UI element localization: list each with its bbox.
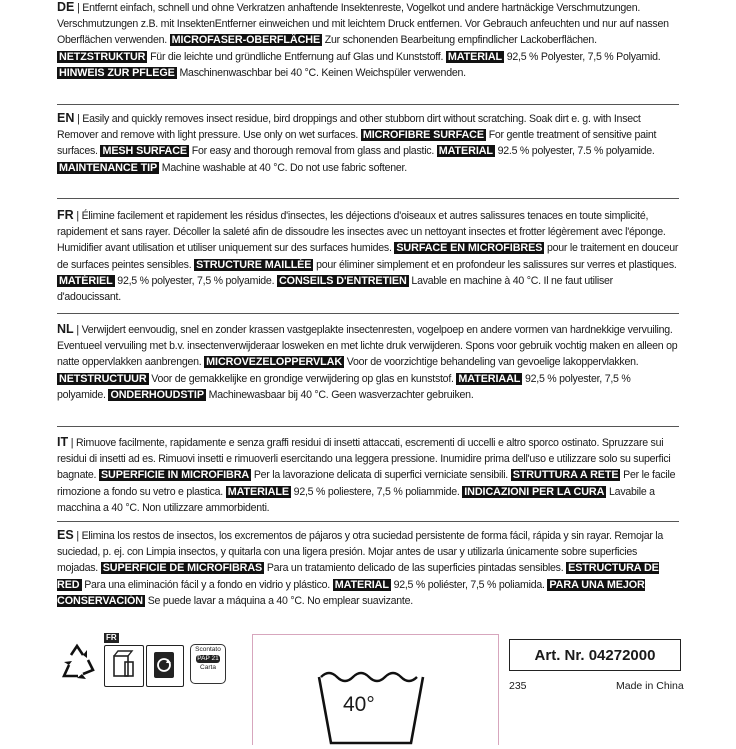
label-material: MATÉRIEL [59, 274, 113, 287]
label-microfibre: MICROVEZELOPPERVLAK [206, 356, 343, 369]
body-text: Para un tratamiento delicado de las superficies pintadas sensibles. [266, 562, 567, 575]
body-text: 92,5 % polyester, 7,5 % polyamide. [57, 372, 631, 401]
body-text: Se puede lavar a máquina a 40 °C. No emplear suavizante. [147, 594, 413, 607]
paper-recycling-icon [190, 644, 226, 684]
body-text: 92.5 % polyester, 7.5 % polyamide. [497, 145, 655, 158]
box-label-1: Scontato [195, 646, 221, 653]
label-care: MAINTENANCE TIP [59, 161, 158, 174]
section-en: EN | Easily and quickly removes insect residue, bird droppings and other stubborn dirt without scratching. Soak dirt e. g. with Insect Remover and remove with light pressure. Use only on wet surfaces. MICROFIBRE SURFACE For gentle treatment of sensitive paint surfaces. MESH SURFACE For easy and thorough removal from glass and plastic. MATERIAL 92.5 % polyester, 7.5 % polyamide. MAINTENANCE TIP Machine washable at 40 °C. Do not use fabric softener. [57, 111, 657, 174]
body-text: Voor de gemakkelijke en grondige verwijdering op glas en kunststof. [151, 372, 457, 385]
body-text: pour le traitement en douceur de surfaces peintes sensibles. [57, 242, 679, 271]
divider [57, 198, 679, 199]
body-text: Lavable en machine à 40 °C. Il ne faut utiliser d'adoucissant. [57, 274, 613, 304]
body-text: 92,5 % poliestere, 7,5 % poliammide. [293, 485, 463, 498]
label-mesh: NETSTRUCTUUR [59, 372, 147, 385]
body-text: Para una eliminación fácil y a fondo en vidrio y plástico. [84, 578, 333, 591]
label-microfibre: SUPERFICIE DE MICROFIBRAS [102, 562, 263, 575]
fr-label: FR [106, 633, 117, 642]
recycle-symbol-icon [58, 643, 98, 681]
body-text: Rimuove facilmente, rapidamente e senza graffi residui di insetti attaccati, escrementi di uccelli e altro sporco ostinato. Spruzzare sui residui di insetti ad es. Rimuovi insetti e rimuoverli esercitando una leggera pressione. Inumidire prima dell'uso e utilizzare solo su superfici bagnate. [57, 437, 671, 482]
language-code: FR [57, 208, 74, 222]
label-mesh: ESTRUCTURA DE RED [57, 562, 659, 591]
label-microfibre: MICROFASER-OBERFLÄCHE [171, 34, 321, 47]
label-care: INDICAZIONI PER LA CURA [464, 485, 605, 498]
label-care: HINWEIS ZUR PFLEGE [59, 66, 175, 79]
body-text: Maschinenwaschbar bei 40 °C. Keinen Weichspüler verwenden. [179, 66, 466, 79]
label-care: PARA UNA MEJOR CONSERVACIÓN [57, 578, 645, 607]
section-es: ES | Elimina los restos de insectos, los excrementos de pájaros y otra suciedad persistente de forma fácil, rápida y sin rayar. Remojar la suciedad, p. ej. con Limpia insectos, y quitarla con una ligera presión. Mojar antes de usar y utilizarla únicamente sobre superficies mojadas. SUPERFICIE DE MICROFIBRAS Para un tratamiento delicado de las superficies pintadas sensibles. ESTRUCTURA DE RED Para una eliminación fácil y a fondo en vidrio y plástico. MATERIAL 92,5 % poliéster, 7,5 % poliamida. PARA UNA MEJOR CONSERVACIÓN Se puede lavar a máquina a 40 °C. No emplear suavizante. [57, 528, 664, 607]
made-in-label: Made in China [616, 680, 684, 692]
label-microfibre: SUPERFICIE IN MICROFIBRA [100, 469, 250, 482]
label-material: MATERIALE [227, 485, 289, 498]
section-fr: FR | Élimine facilement et rapidement les résidus d'insectes, les déjections d'oiseaux et autres salissures tenaces en toute simplicité, rapidement et sans rayer. Décoller la saleté afin de dissoudre les insectes avec un nettoyant insectes et frotter légèrement avec l'éponge. Humidifier avant utilisation et utiliser uniquement sur des surfaces humides. SURFACE EN MICROFIBRES pour le traitement en douceur de surfaces peintes sensibles. STRUCTURE MAILLÉE pour éliminer simplement et en profondeur les salissures sur verres et plastiques. MATÉRIEL 92,5 % polyester, 7,5 % polyamide. CONSEILS D'ENTRETIEN Lavable en machine à 40 °C. Il ne faut utiliser d'adoucissant. [57, 208, 679, 304]
label-mesh: STRUTTURA A RETE [512, 469, 619, 482]
body-text: For gentle treatment of sensitive paint surfaces. [57, 129, 657, 158]
body-text: Entfernt einfach, schnell und ohne Verkratzen anhaftende Insektenreste, Vogelkot und andere hartnäckige Verschmutzungen. Verschmutzungen z.B. mit InsektenEntferner einweichen und mit leichtem Druck entfernen. Vor Gebrauch anfeuchten und nur auf nassen Oberflächen verwenden. [57, 2, 669, 47]
bin-frame [146, 645, 184, 687]
divider [57, 313, 679, 314]
body-text: Verwijdert eenvoudig, snel en zonder krassen vastgeplakte insectenresten, vogelpoep en andere vormen van hardnekkige vervuiling. Eventueel vervuiling met b.v. insectenverwijderaar losweken en met lichte druk verwijderen. Spons voor gebruik vochtig maken en alleen op natte oppervlakken aanbrengen. [57, 324, 678, 369]
body-text: 92,5 % polyester, 7,5 % polyamide. [117, 274, 277, 287]
divider [57, 521, 679, 522]
carton-icon [105, 646, 141, 684]
body-text: Elimina los restos de insectos, los excrementos de pájaros y otra suciedad persistente de forma fácil, rápida y sin rayar. Remojar la suciedad, p. ej. con Limpia insectos, y quitarla con una ligera presión. Mojar antes de usar y utilizarla únicamente sobre superficies mojadas. [57, 530, 664, 575]
label-material: MATERIAL [334, 578, 389, 591]
body-text: Machinewasbaar bij 40 °C. Geen wasverzachter gebruiken. [208, 388, 474, 401]
section-de: DE | Entfernt einfach, schnell und ohne Verkratzen anhaftende Insektenreste, Vogelkot und andere hartnäckige Verschmutzungen. Verschmutzungen z.B. mit InsektenEntferner einweichen und mit leichtem Druck entfernen. Vor Gebrauch anfeuchten und nur auf nassen Oberflächen verwenden. MICROFASER-OBERFLÄCHE Zur schonenden Bearbeitung empfindlicher Lackoberflächen. NETZSTRUKTUR Für die leichte und gründliche Entfernung auf Glas und Kunststoff. MATERIAL 92,5 % Polyester, 7,5 % Polyamid. HINWEIS ZUR PFLEGE Maschinenwaschbar bei 40 °C. Keinen Weichspüler verwenden. [57, 0, 669, 79]
divider [57, 426, 679, 427]
label-care: ONDERHOUDSTIP [110, 388, 204, 401]
label-material: MATERIAAL [458, 372, 521, 385]
wash-temp-label: 40° [343, 693, 375, 716]
language-code: EN [57, 111, 75, 125]
language-code: NL [57, 322, 74, 336]
language-code: ES [57, 528, 74, 542]
divider [57, 104, 679, 105]
body-text: 92,5 % Polyester, 7,5 % Polyamid. [506, 50, 661, 63]
body-text: For easy and thorough removal from glass and plastic. [191, 145, 437, 158]
language-code: IT [57, 435, 69, 449]
label-microfibre: MICROFIBRE SURFACE [362, 129, 484, 142]
body-text: Élimine facilement et rapidement les résidus d'insectes, les déjections d'oiseaux et autres salissures tenaces en toute simplicité, rapidement et sans rayer. Décoller la saleté afin de dissoudre les insectes avec un nettoyant insectes et frotter légèrement avec l'éponge. Humidifier avant utilisation et utiliser uniquement sur des surfaces humides. [57, 210, 666, 255]
label-material: MATERIAL [438, 145, 493, 158]
body-text: 92,5 % poliéster, 7,5 % poliamida. [393, 578, 548, 591]
language-code: DE [57, 0, 75, 14]
article-number-box [509, 639, 681, 671]
body-text: Für die leichte und gründliche Entfernung auf Glas und Kunststoff. [150, 50, 446, 63]
label-care: CONSEILS D'ENTRETIEN [278, 274, 407, 287]
body-text: Voor de voorzichtige behandeling van gevoelige lakoppervlakken. [346, 356, 639, 369]
section-nl: NL | Verwijdert eenvoudig, snel en zonder krassen vastgeplakte insectenresten, vogelpoep en andere vormen van hardnekkige vervuiling. Eventueel vervuiling met b.v. insectenverwijderaar losweken en met lichte druk verwijderen. Spons voor gebruik vochtig maken en alleen op natte oppervlakken aanbrengen. MICROVEZELOPPERVLAK Voor de voorzichtige behandeling van gevoelige lakoppervlakken. NETSTRUCTUUR Voor de gemakkelijke en grondige verwijdering op glas en kunststof. MATERIAAL 92,5 % polyester, 7,5 % polyamide. ONDERHOUDSTIP Machinewasbaar bij 40 °C. Geen wasverzachter gebruiken. [57, 322, 678, 401]
box-label-2: PAP 21 [197, 655, 219, 662]
box-label-3: Carta [200, 664, 216, 671]
triman-sorting-icon [104, 633, 184, 687]
sorting-bin-icon [147, 646, 181, 684]
label-material: MATERIAL [447, 50, 503, 63]
section-it: IT | Rimuove facilmente, rapidamente e senza graffi residui di insetti attaccati, escrementi di uccelli e altro sporco ostinato. Spruzzare sui residui di insetti ad es. Rimuovi insetti e rimuoverli esercitando una leggera pressione. Inumidire prima dell'uso e utilizzare solo su superfici bagnate. SUPERFICIE IN MICROFIBRA Per la lavorazione delicata di superfici verniciate sensibili. STRUTTURA A RETE Per le facile rimozione a fondo su vetro e plastica. MATERIALE 92,5 % poliestere, 7,5 % poliammide. INDICAZIONI PER LA CURA Lavabile a macchina a 40 °C. Non utilizzare ammorbidenti. [57, 435, 676, 514]
body-text: Zur schonenden Bearbeitung empfindlicher Lackoberflächen. [324, 34, 597, 47]
box-frame [104, 645, 144, 687]
body-text: Lavabile a macchina a 40 °C. Non utilizzare ammorbidenti. [57, 485, 655, 514]
wash-symbol-panel [252, 634, 499, 745]
article-number: Art. Nr. 04272000 [534, 646, 656, 664]
label-microfibre: SURFACE EN MICROFIBRES [396, 242, 543, 255]
label-mesh: MESH SURFACE [102, 145, 188, 158]
page-number: 235 [509, 680, 527, 692]
body-text: pour éliminer simplement et en profondeur les salissures sur verres et plastiques. [316, 258, 677, 271]
body-text: Machine washable at 40 °C. Do not use fabric softener. [161, 161, 407, 174]
body-text: Per la lavorazione delicata di superfici verniciate sensibili. [253, 469, 511, 482]
body-text: Easily and quickly removes insect residue, bird droppings and other stubborn dirt without scratching. Soak dirt e. g. with Insect Remover and remove with light pressure. Use only on wet surfaces. [57, 113, 641, 142]
label-mesh: NETZSTRUKTUR [59, 50, 146, 63]
label-mesh: STRUCTURE MAILLÉE [196, 258, 312, 271]
body-text: Per le facile rimozione a fondo su vetro e plastica. [57, 469, 676, 498]
